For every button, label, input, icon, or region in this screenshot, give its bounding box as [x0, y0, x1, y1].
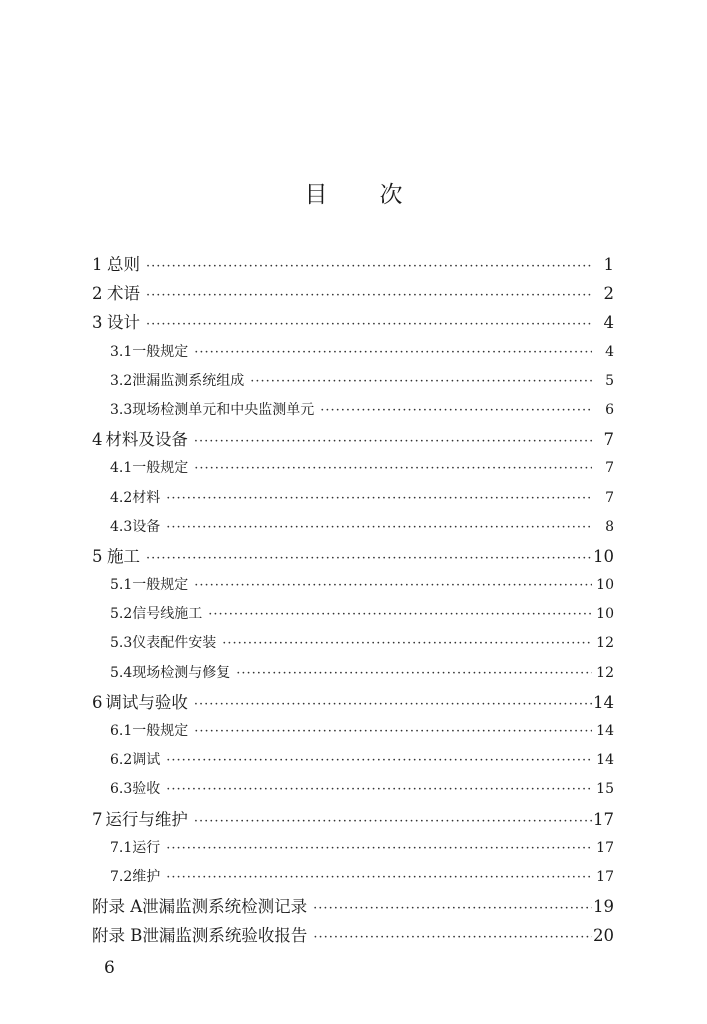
toc-entry-page: 4	[603, 313, 614, 333]
toc-entry[interactable]	[92, 746, 614, 775]
toc-entry-page: 2	[603, 284, 614, 304]
dot-leader	[194, 717, 592, 746]
dot-leader	[320, 396, 592, 425]
toc-entry[interactable]	[92, 688, 614, 717]
dot-leader	[313, 894, 592, 923]
toc-entry-title: 运行与维护	[105, 809, 188, 829]
title-char-2: 次	[379, 182, 403, 208]
toc-entry[interactable]	[92, 279, 614, 308]
toc-entry-title: 材料	[132, 489, 161, 506]
dot-leader	[194, 690, 592, 719]
toc-entry[interactable]	[92, 454, 614, 483]
toc-entry-title: 一般规定	[132, 460, 189, 477]
toc-entry-page: 5	[605, 372, 614, 389]
toc-entry[interactable]	[92, 659, 614, 688]
toc-entry-number: 附录 A	[92, 897, 143, 917]
toc-entry-page: 10	[596, 577, 614, 594]
toc-entry-title: 调试与验收	[105, 692, 188, 712]
dot-leader	[194, 807, 592, 836]
toc-entry-title: 材料及设备	[105, 430, 188, 450]
toc-entry-number: 7.1	[110, 839, 133, 856]
toc-entry-title: 运行	[132, 839, 161, 856]
toc-entry-title: 泄漏监测系统组成	[132, 372, 245, 389]
toc-entry-page: 17	[593, 809, 614, 829]
toc-entry-number: 5	[92, 546, 103, 566]
dot-leader	[146, 252, 592, 281]
toc-entry[interactable]	[92, 338, 614, 367]
toc-entry-number: 2	[92, 284, 103, 304]
dot-leader	[194, 571, 592, 600]
dot-leader	[194, 338, 592, 367]
toc-entry-title: 一般规定	[132, 723, 189, 739]
toc-entry-number: 4.1	[110, 460, 133, 477]
toc-entry-page: 4	[605, 343, 614, 360]
toc-entry-number: 7	[92, 809, 103, 829]
dot-leader	[166, 746, 592, 775]
toc-entry-title: 验收	[132, 781, 161, 798]
dot-leader	[166, 834, 592, 863]
toc-entry-number: 5.1	[110, 577, 133, 594]
toc-entry-title: 现场检测与修复	[132, 664, 231, 681]
toc-entry-number: 6.2	[110, 752, 133, 769]
toc-entry-title: 泄漏监测系统检测记录	[142, 897, 308, 917]
toc-entry-title: 维护	[132, 868, 161, 885]
dot-leader	[194, 427, 592, 456]
toc-entry-number: 3.3	[110, 401, 133, 418]
toc-entry-page: 14	[593, 692, 614, 712]
table-of-contents	[92, 250, 614, 951]
toc-entry-page: 7	[605, 460, 614, 477]
toc-entry[interactable]	[92, 863, 614, 892]
toc-entry[interactable]	[92, 805, 614, 834]
toc-entry-page: 10	[593, 546, 614, 566]
toc-entry-page: 10	[596, 606, 614, 623]
toc-entry-number: 5.4	[110, 664, 133, 681]
toc-entry-title: 总则	[107, 255, 141, 274]
toc-entry-number: 6.1	[110, 723, 133, 739]
toc-entry-title: 现场检测单元和中央监测单元	[132, 401, 315, 418]
dot-leader	[166, 775, 592, 804]
toc-entry[interactable]	[92, 484, 614, 513]
toc-entry-page: 12	[596, 664, 614, 681]
toc-entry-title: 泄漏监测系统验收报告	[142, 926, 308, 946]
toc-entry[interactable]	[92, 367, 614, 396]
toc-entry-page: 12	[596, 635, 614, 652]
dot-leader	[146, 310, 592, 339]
toc-entry[interactable]	[92, 396, 614, 425]
toc-entry[interactable]	[92, 717, 614, 746]
toc-entry[interactable]	[92, 308, 614, 337]
dot-leader	[146, 544, 592, 573]
dot-leader	[194, 454, 592, 483]
toc-entry[interactable]	[92, 834, 614, 863]
toc-entry[interactable]	[92, 921, 614, 950]
page-title	[0, 176, 707, 209]
toc-entry-page: 15	[596, 781, 614, 798]
toc-entry-number: 4	[92, 430, 103, 450]
toc-entry[interactable]	[92, 513, 614, 542]
toc-entry-page: 20	[593, 926, 614, 946]
toc-entry-number: 6.3	[110, 781, 133, 798]
toc-entry[interactable]	[92, 600, 614, 629]
dot-leader	[166, 863, 592, 892]
toc-entry-number: 4.2	[110, 489, 133, 506]
toc-entry-page: 6	[605, 401, 614, 418]
toc-entry-number: 5.3	[110, 635, 133, 652]
toc-entry-number: 附录 B	[92, 926, 143, 946]
toc-entry-number: 4.3	[110, 518, 133, 535]
dot-leader	[250, 367, 592, 396]
dot-leader	[166, 484, 592, 513]
toc-entry[interactable]	[92, 892, 614, 921]
toc-entry-number: 3.1	[110, 343, 133, 360]
toc-entry-page: 14	[596, 723, 614, 739]
toc-entry[interactable]	[92, 629, 614, 658]
toc-entry-title: 信号线施工	[132, 606, 203, 623]
dot-leader	[146, 281, 592, 310]
toc-entry-page: 7	[603, 430, 614, 450]
toc-entry-title: 一般规定	[132, 343, 189, 360]
toc-entry-number: 1	[92, 255, 103, 274]
toc-entry-page: 19	[593, 897, 614, 917]
toc-entry[interactable]	[92, 571, 614, 600]
dot-leader	[222, 629, 592, 658]
toc-entry-number: 3.2	[110, 372, 133, 389]
toc-entry-number: 3	[92, 313, 103, 333]
toc-entry-title: 设计	[107, 313, 141, 333]
toc-entry-number: 5.2	[110, 606, 133, 623]
title-char-1: 目	[304, 182, 328, 208]
dot-leader	[208, 600, 592, 629]
toc-entry-page: 17	[596, 868, 614, 885]
page-number: 6	[104, 958, 115, 978]
toc-entry-page: 7	[605, 489, 614, 506]
toc-entry-title: 一般规定	[132, 577, 189, 594]
toc-entry-title: 仪表配件安装	[132, 635, 217, 652]
toc-entry[interactable]	[92, 542, 614, 571]
toc-entry[interactable]	[92, 775, 614, 804]
dot-leader	[236, 659, 592, 688]
toc-entry[interactable]	[92, 425, 614, 454]
toc-entry[interactable]	[92, 250, 614, 279]
toc-entry-title: 设备	[132, 518, 161, 535]
toc-entry-title: 调试	[132, 752, 161, 769]
dot-leader	[313, 923, 592, 952]
toc-entry-page: 8	[605, 518, 614, 535]
toc-entry-number: 6	[92, 692, 103, 712]
toc-entry-page: 17	[596, 839, 614, 856]
toc-entry-title: 术语	[107, 284, 141, 304]
toc-entry-page: 14	[596, 752, 614, 769]
toc-entry-number: 7.2	[110, 868, 133, 885]
toc-entry-title: 施工	[107, 546, 141, 566]
dot-leader	[166, 513, 592, 542]
toc-entry-page: 1	[603, 255, 614, 274]
